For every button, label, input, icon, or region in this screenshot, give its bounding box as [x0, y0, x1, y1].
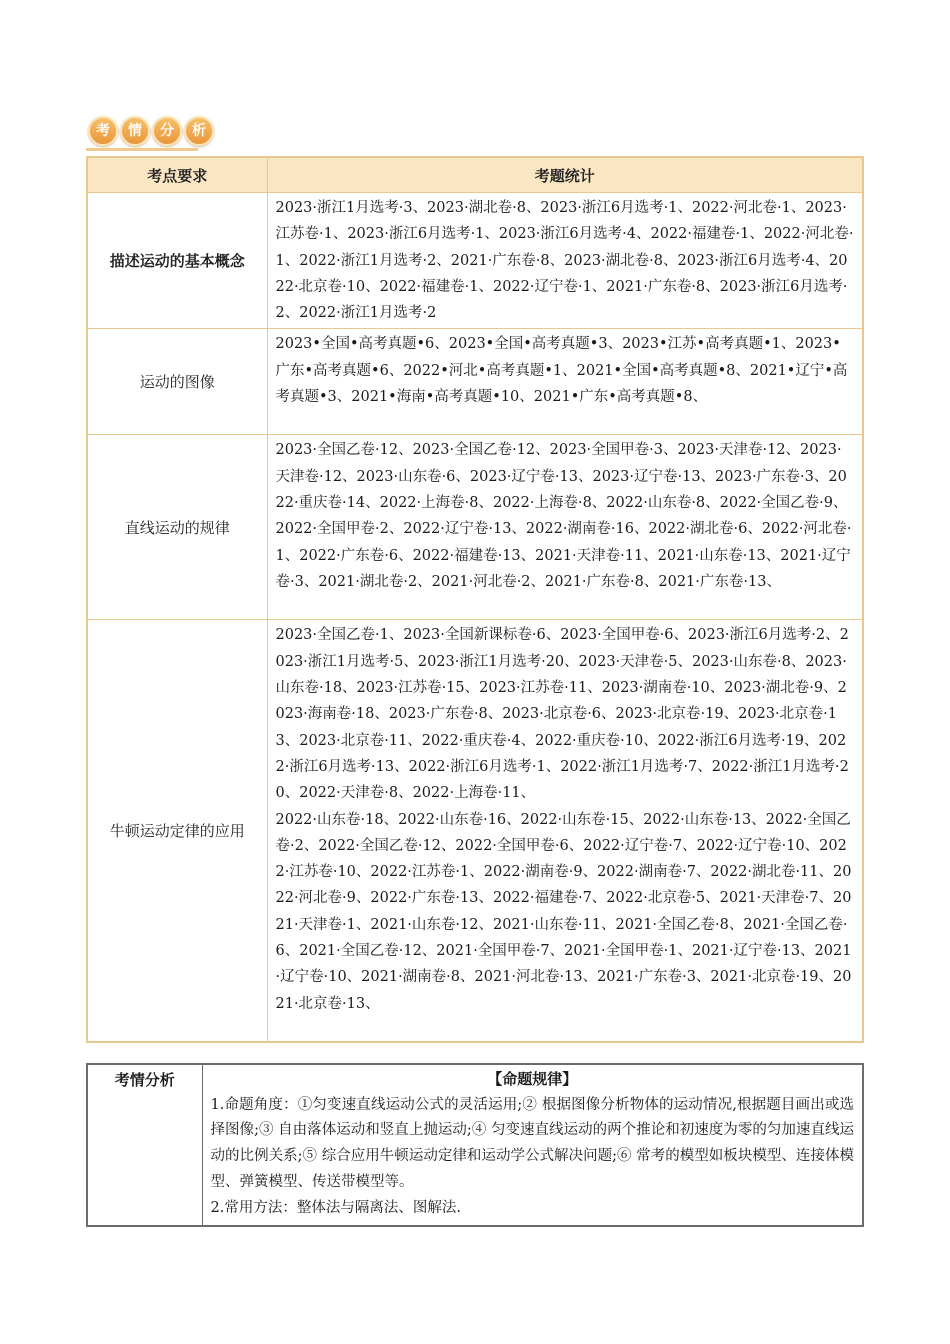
- analysis-label: 考情分析: [87, 1064, 202, 1226]
- analysis-title: 【命题规律】: [487, 1070, 578, 1088]
- section-badge: [86, 112, 864, 152]
- page: [86, 112, 864, 1216]
- table-header-row: [87, 157, 863, 193]
- badge-char-4: 析: [184, 116, 214, 146]
- exam-statistics-table: [86, 156, 864, 1043]
- header-statistics: 考题统计: [267, 157, 863, 193]
- analysis-table: [86, 1063, 864, 1227]
- badge-char-3: 分: [152, 116, 182, 146]
- requirement-cell: 运动的图像: [87, 329, 267, 435]
- badge-underline: [86, 148, 198, 151]
- statistics-cell: 2023·浙江1月选考·3、2023·湖北卷·8、2023·浙江6月选考·1、2022·河北卷·1、2023·江苏卷·1、2023·浙江6月选考·1、2023·浙江6月选考·4、2022·福建卷·1、2022·河北卷·1、2022·浙江1月选考·2、2021·广东卷·8、2023·湖北卷·8、2023·浙江6月选考·4、2022·北京卷·10、2022·福建卷·1、2022·辽宁卷·1、2021·广东卷·8、2023·浙江6月选考·2、2022·浙江1月选考·2: [267, 193, 863, 329]
- header-requirement: 考点要求: [87, 157, 267, 193]
- table-row: [87, 620, 863, 1042]
- analysis-row: [87, 1064, 863, 1226]
- statistics-cell: 2023•全国•高考真题•6、2023•全国•高考真题•3、2023•江苏•高考真题•1、2023•广东•高考真题•6、2022•河北•高考真题•1、2021•全国•高考真题•8、2021•辽宁•高考真题•3、2021•海南•高考真题•10、2021•广东•高考真题•8、: [267, 329, 863, 435]
- analysis-paragraph-2: 2.常用方法：整体法与隔离法、图解法.: [210, 1199, 461, 1216]
- badge-char-1: 考: [88, 116, 118, 146]
- statistics-cell: 2023·全国乙卷·12、2023·全国乙卷·12、2023·全国甲卷·3、2023·天津卷·12、2023·天津卷·12、2023·山东卷·6、2023·辽宁卷·13、2023·辽宁卷·13、2023·广东卷·3、2022·重庆卷·14、2022·上海卷·8、2022·上海卷·8、2022·山东卷·8、2022·全国乙卷·9、2022·全国甲卷·2、2022·辽宁卷·13、2022·湖南卷·16、2022·湖北卷·6、2022·河北卷·1、2022·广东卷·6、2022·福建卷·13、2021·天津卷·11、2021·山东卷·13、2021·辽宁卷·3、2021·湖北卷·2、2021·河北卷·2、2021·广东卷·8、2021·广东卷·13、: [267, 435, 863, 620]
- analysis-body: [202, 1064, 863, 1226]
- badge-char-2: 情: [120, 116, 150, 146]
- requirement-cell: 描述运动的基本概念: [87, 193, 267, 329]
- table-row: [87, 193, 863, 329]
- table-row: [87, 435, 863, 620]
- requirement-cell: 直线运动的规律: [87, 435, 267, 620]
- analysis-paragraph-1: 1.命题角度：①匀变速直线运动公式的灵活运用;② 根据图像分析物体的运动情况,根据题目画出或选择图像;③ 自由落体运动和竖直上抛运动;④ 匀变速直线运动的两个推论和初速度为零的匀加速直线运动的比例关系;⑤ 综合应用牛顿运动定律和运动学公式解决问题;⑥ 常考的模型如板块模型、连接体模型、弹簧模型、传送带模型等。: [210, 1096, 854, 1190]
- table-row: [87, 329, 863, 435]
- requirement-cell: 牛顿运动定律的应用: [87, 620, 267, 1042]
- statistics-cell: [267, 620, 863, 1042]
- statistics-text-part1: 2023·全国乙卷·1、2023·全国新课标卷·6、2023·全国甲卷·6、2023·浙江6月选考·2、2023·浙江1月选考·5、2023·浙江1月选考·20、2023·天津卷·5、2023·山东卷·8、2023·山东卷·18、2023·江苏卷·15、2023·江苏卷·11、2023·湖南卷·10、2023·湖北卷·9、2023·海南卷·18、2023·广东卷·8、2023·北京卷·6、2023·北京卷·19、2023·北京卷·13、2023·北京卷·11、2022·重庆卷·4、2022·重庆卷·10、2022·浙江6月选考·19、2022·浙江6月选考·13、2022·浙江6月选考·1、2022·浙江1月选考·7、2022·浙江1月选考·20、2022·天津卷·8、2022·上海卷·11、: [275, 627, 849, 802]
- statistics-text-part2: 2022·山东卷·18、2022·山东卷·16、2022·山东卷·15、2022·山东卷·13、2022·全国乙卷·2、2022·全国乙卷·12、2022·全国甲卷·6、2022·辽宁卷·7、2022·辽宁卷·10、2022·江苏卷·10、2022·江苏卷·1、2022·湖南卷·9、2022·湖南卷·7、2022·湖北卷·11、2022·河北卷·9、2022·广东卷·13、2022·福建卷·7、2022·北京卷·5、2021·天津卷·7、2021·天津卷·1、2021·山东卷·12、2021·山东卷·11、2021·全国乙卷·8、2021·全国乙卷·6、2021·全国乙卷·12、2021·全国甲卷·7、2021·全国甲卷·1、2021·辽宁卷·13、2021·辽宁卷·10、2021·湖南卷·8、2021·河北卷·13、2021·广东卷·3、2021·北京卷·19、2021·北京卷·13、: [275, 811, 852, 1012]
